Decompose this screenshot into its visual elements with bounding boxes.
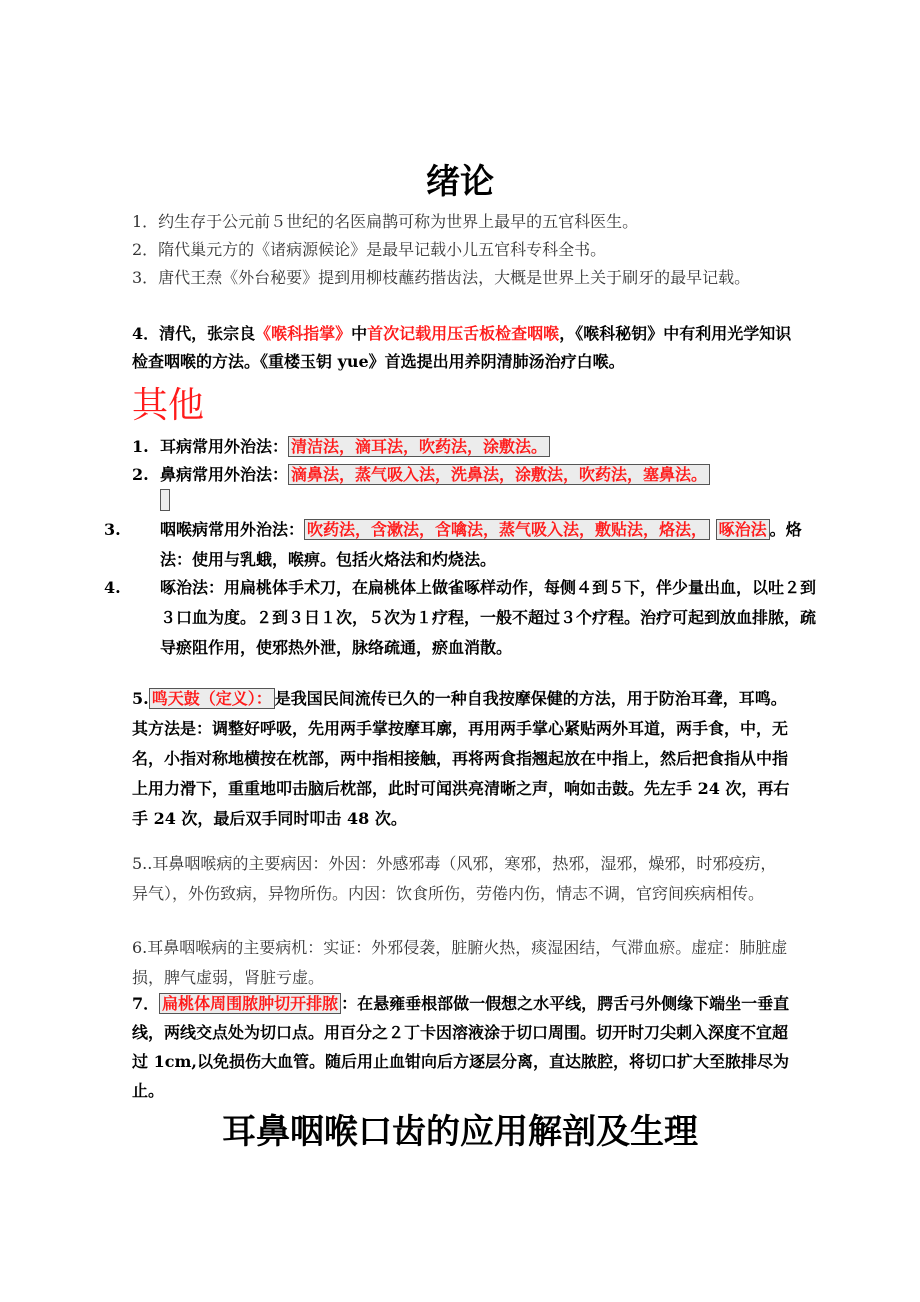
item-label: 鼻病常用外治法：: [160, 465, 289, 484]
pecking-method-text: 啄治法：用扁桃体手术刀，在扁桃体上做雀啄样动作，每侧４到５下，伴少量出血，以吐２到３口血为度。２到３日１次，５次为１疗程，一般不超过３个疗程。治疗可起到放血排脓，疏导瘀阻作用，使邪热外泄，脉络疏通，瘀血消散。: [160, 578, 817, 657]
ming-tian-gu-label: 鸣天鼓（定义）：: [149, 688, 275, 709]
list-item-pecking-method: [104, 573, 820, 663]
pathogenesis-paragraph: 6.耳鼻咽喉病的主要病机：实证：外邪侵袭，脏腑火热，痰湿困结，气滞血瘀。虚症：肺脏虚损，脾气虚弱，肾脏亏虚。: [132, 938, 788, 987]
ear-methods-highlight: 清洁法，滴耳法，吹药法，涂敷法。: [288, 436, 550, 457]
item-number: 5.: [132, 689, 149, 708]
item-number: 2.: [132, 465, 149, 484]
list-item-abscess-incision: [132, 989, 792, 1105]
abscess-incision-label: 扁桃体周围脓肿切开排脓: [159, 993, 341, 1014]
abscess-incision-text: ：在悬雍垂根部做一假想之水平线，腭舌弓外侧缘下端坐一垂直线，两线交点处为切口点。用百分之２丁卡因溶液涂于切口周围。切开时刀尖刺入深度不宜超过 1cm,以免损伤大血管。随后用止血钳向后方逐层分离，直达脓腔，将切口扩大至脓排尽为止。: [132, 994, 790, 1100]
item-label: 咽喉病常用外治法：: [160, 520, 305, 539]
throat-methods-highlight: 吹药法，含漱法，含噙法，蒸气吸入法，敷贴法，烙法，: [304, 519, 710, 540]
p4-highlight: 首次记载用压舌板检查咽喉: [367, 324, 560, 343]
list-item-ear-methods: [132, 432, 792, 462]
p4-prefix: 4．清代，张宗良: [132, 324, 256, 343]
list-item-throat-methods: [104, 515, 820, 575]
throat-methods-rest: 。烙法：使用与乳蛾，喉痹。包括火烙法和灼烧法。: [160, 520, 802, 569]
etiology-paragraph: 5..耳鼻咽喉病的主要病因：外因：外感邪毒（风邪，寒邪，热邪，湿邪，燥邪，时邪疫疠，异气），外伤致病，异物所伤。内因：饮食所伤，劳倦内伤，情志不调，官窍间疾病相传。: [132, 854, 777, 903]
ming-tian-gu-text: 是我国民间流传已久的一种自我按摩保健的方法，用于防治耳聋，耳鸣。其方法是：调整好呼吸，先用两手掌按摩耳廓，再用两手掌心紧贴两外耳道，两手食，中，无名，小指对称地横按在枕部，两中指相接触，再将两食指翘起放在中指上，然后把食指从中指上用力滑下，重重地叩击脑后枕部，此时可闻洪亮清晰之声，响如击鼓。先左手 24 次，再右手 24 次，最后双手同时叩击 48 次。: [132, 689, 790, 828]
intro-paragraph-1: 1．约生存于公元前５世纪的名医扁鹊可称为世界上最早的五官科医生。: [132, 212, 639, 231]
p4-book-title: 《喉科指掌》: [255, 324, 352, 343]
title-intro: 绪论: [426, 162, 494, 202]
title-anatomy: 耳鼻咽喉口齿的应用解剖及生理: [222, 1112, 698, 1152]
throat-methods-highlight-2: 啄治法: [716, 519, 770, 540]
intro-paragraph-4: [132, 320, 792, 376]
item-number: 7．: [132, 994, 160, 1013]
item-number: 3.: [104, 520, 121, 539]
empty-highlight-box: [160, 489, 170, 511]
intro-paragraph-3: 3．唐代王焘《外台秘要》提到用柳枝蘸药揩齿法，大概是世界上关于刷牙的最早记载。: [132, 268, 751, 287]
item-number: 4.: [104, 578, 121, 597]
p4-mid: 中: [351, 324, 368, 343]
title-other: 其他: [132, 385, 205, 426]
item-label: 耳病常用外治法：: [160, 437, 289, 456]
intro-paragraph-2: 2．隋代巢元方的《诸病源候论》是最早记载小儿五官科专科全书。: [132, 240, 607, 259]
nose-methods-highlight: 滴鼻法，蒸气吸入法，洗鼻法，涂敷法，吹药法，塞鼻法。: [288, 464, 710, 485]
list-item-nose-methods: [132, 460, 792, 490]
list-item-ming-tian-gu: [132, 684, 792, 834]
p4-rest: ，《喉科秘钥》中有利用光学知识检查咽喉的方法。《重楼玉钥 yue》首选提出用养阴清肺汤治疗白喉。: [132, 324, 792, 371]
item-number: 1.: [132, 437, 149, 456]
